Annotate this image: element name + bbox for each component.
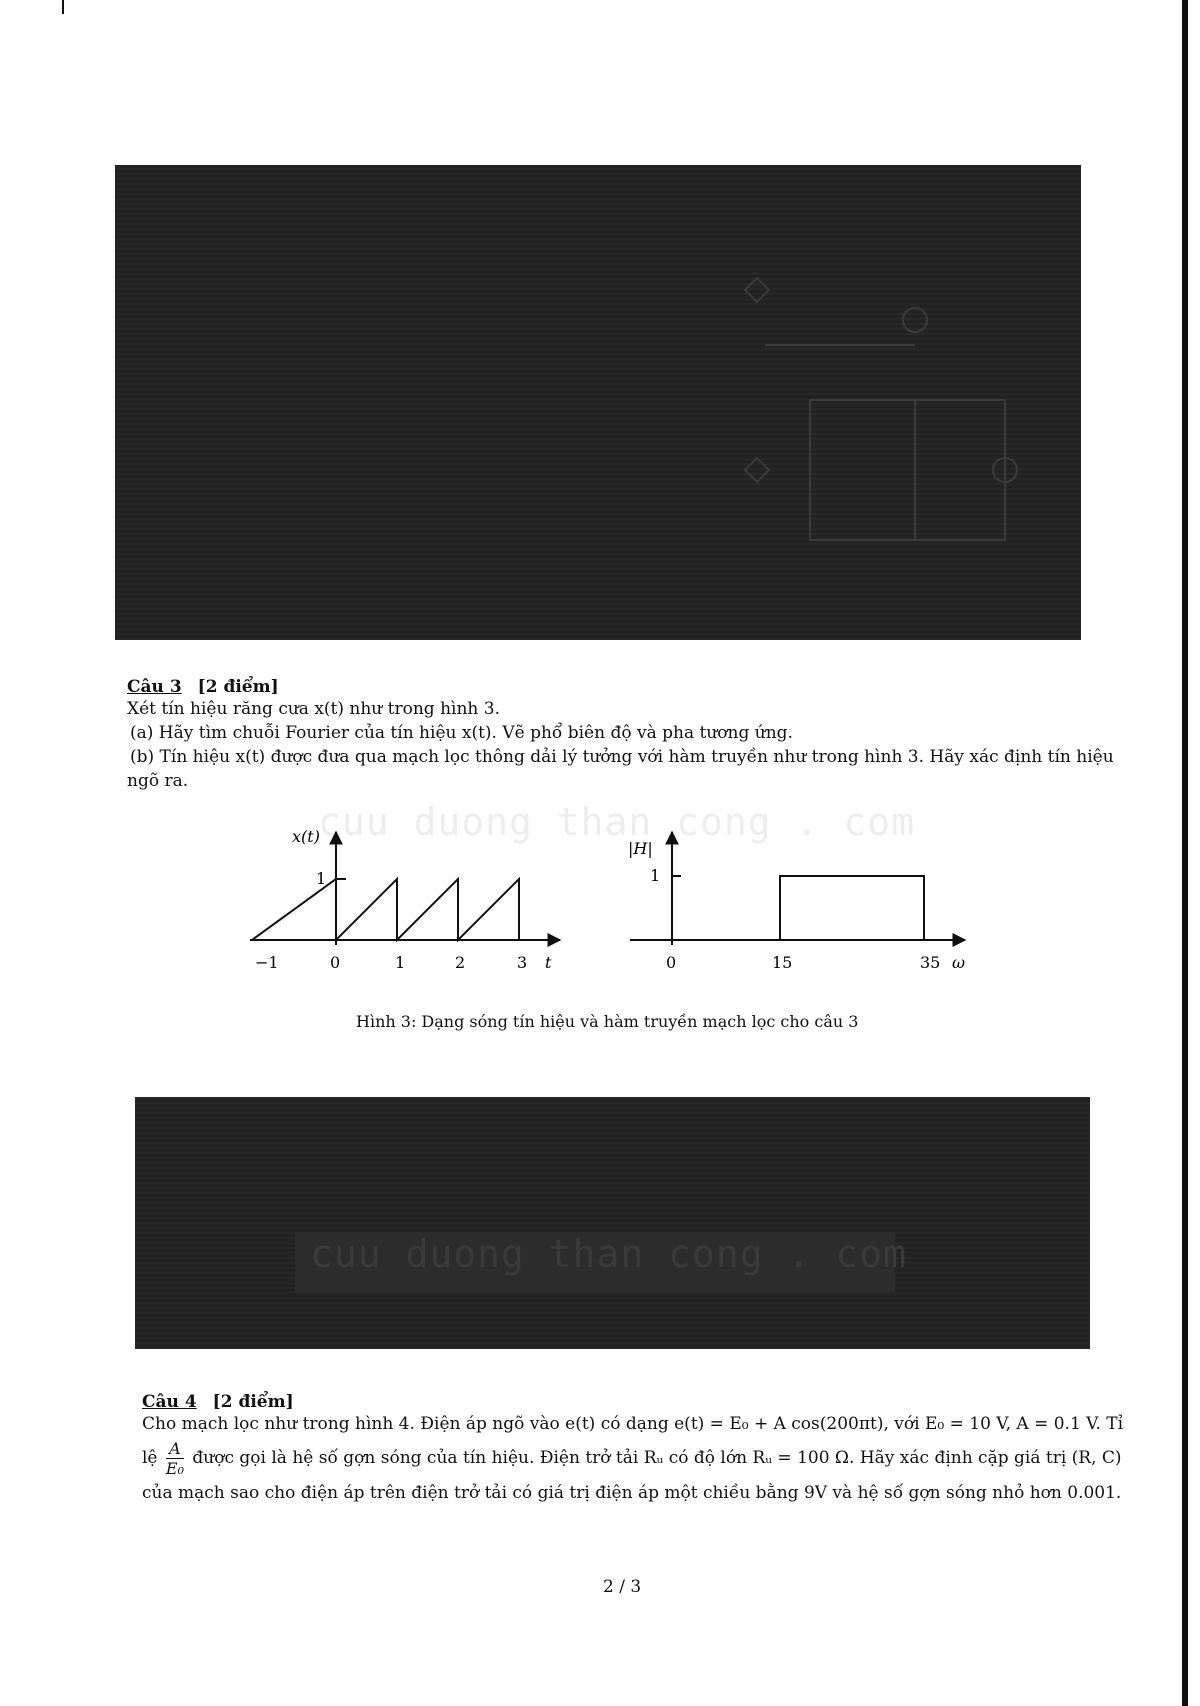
question-3-points: [2 điểm] (197, 677, 279, 697)
sawtooth-waveform (252, 879, 519, 940)
question-4-heading (142, 1391, 294, 1413)
t-tick-3: 3 (517, 953, 528, 972)
t-tick-1: 1 (395, 953, 406, 972)
scan-edge (1182, 0, 1188, 1706)
question-3-intro: Xét tín hiệu răng cưa x(t) như trong hình 3. (127, 699, 500, 719)
bandpass-response (672, 876, 924, 940)
t-tick-minus1: −1 (255, 953, 279, 972)
figure-3-caption: Hình 3: Dạng sóng tín hiệu và hàm truyền mạch lọc cho câu 3 (356, 1012, 859, 1031)
sawtooth-signal-plot (240, 820, 580, 980)
question-3-part-b-line1: (b) Tín hiệu x(t) được đưa qua mạch lọc thông dải lý tưởng với hàm truyền như trong hình 3. Hãy xác định tín hiệu (130, 747, 1114, 767)
question-4-line2-rest: được gọi là hệ số gợn sóng của tín hiệu. Điện trở tải Rᵤ có độ lớn Rᵤ = 100 Ω. Hãy xác định cặp giá trị (R, C) (192, 1448, 1122, 1468)
t-tick-0: 0 (330, 953, 341, 972)
omega-tick-15: 15 (772, 953, 793, 972)
fraction-numerator: A (166, 1439, 184, 1459)
question-3-part-a: (a) Hãy tìm chuỗi Fourier của tín hiệu x(t). Vẽ phổ biên độ và pha tương ứng. (130, 723, 793, 743)
omega-tick-35: 35 (920, 953, 941, 972)
question-3-heading (127, 676, 279, 698)
redacted-block-top (115, 165, 1081, 640)
redacted-block-bottom (135, 1097, 1090, 1349)
omega-tick-0: 0 (666, 953, 677, 972)
ripple-fraction (166, 1439, 184, 1478)
filter-y-label: |H| (628, 839, 653, 858)
signal-y-label: x(t) (292, 827, 320, 846)
question-3-label: Câu 3 (127, 677, 182, 697)
t-axis-label: t (545, 953, 552, 972)
question-4-line2-prefix: lệ (142, 1448, 158, 1468)
page-number: 2 / 3 (603, 1577, 642, 1597)
omega-axis-label: ω (952, 953, 966, 972)
question-4-points: [2 điểm] (212, 1392, 294, 1412)
filter-y-tick: 1 (650, 866, 661, 885)
faded-circuit-figure (115, 165, 1081, 640)
watermark-upper: cuu duong than cong . com (318, 800, 915, 844)
question-4-line1: Cho mạch lọc như trong hình 4. Điện áp ngõ vào e(t) có dạng e(t) = E₀ + A cos(200πt), với E₀ = 10 V, A = 0.1 V. Tỉ (142, 1414, 1124, 1434)
t-tick-2: 2 (455, 953, 466, 972)
fraction-denominator: E₀ (165, 1459, 184, 1478)
question-4-line3: của mạch sao cho điện áp trên điện trở tải có giá trị điện áp một chiều bằng 9V và hệ số gợn sóng nhỏ hơn 0.001. (142, 1483, 1122, 1503)
watermark-lower: cuu duong than cong . com (310, 1232, 907, 1276)
signal-y-tick: 1 (316, 869, 327, 888)
filter-response-plot (620, 820, 980, 980)
scan-mark (62, 0, 64, 14)
question-4-line2 (142, 1436, 1122, 1480)
question-4-label: Câu 4 (142, 1392, 197, 1412)
question-3-part-b-line2: ngõ ra. (127, 771, 189, 791)
